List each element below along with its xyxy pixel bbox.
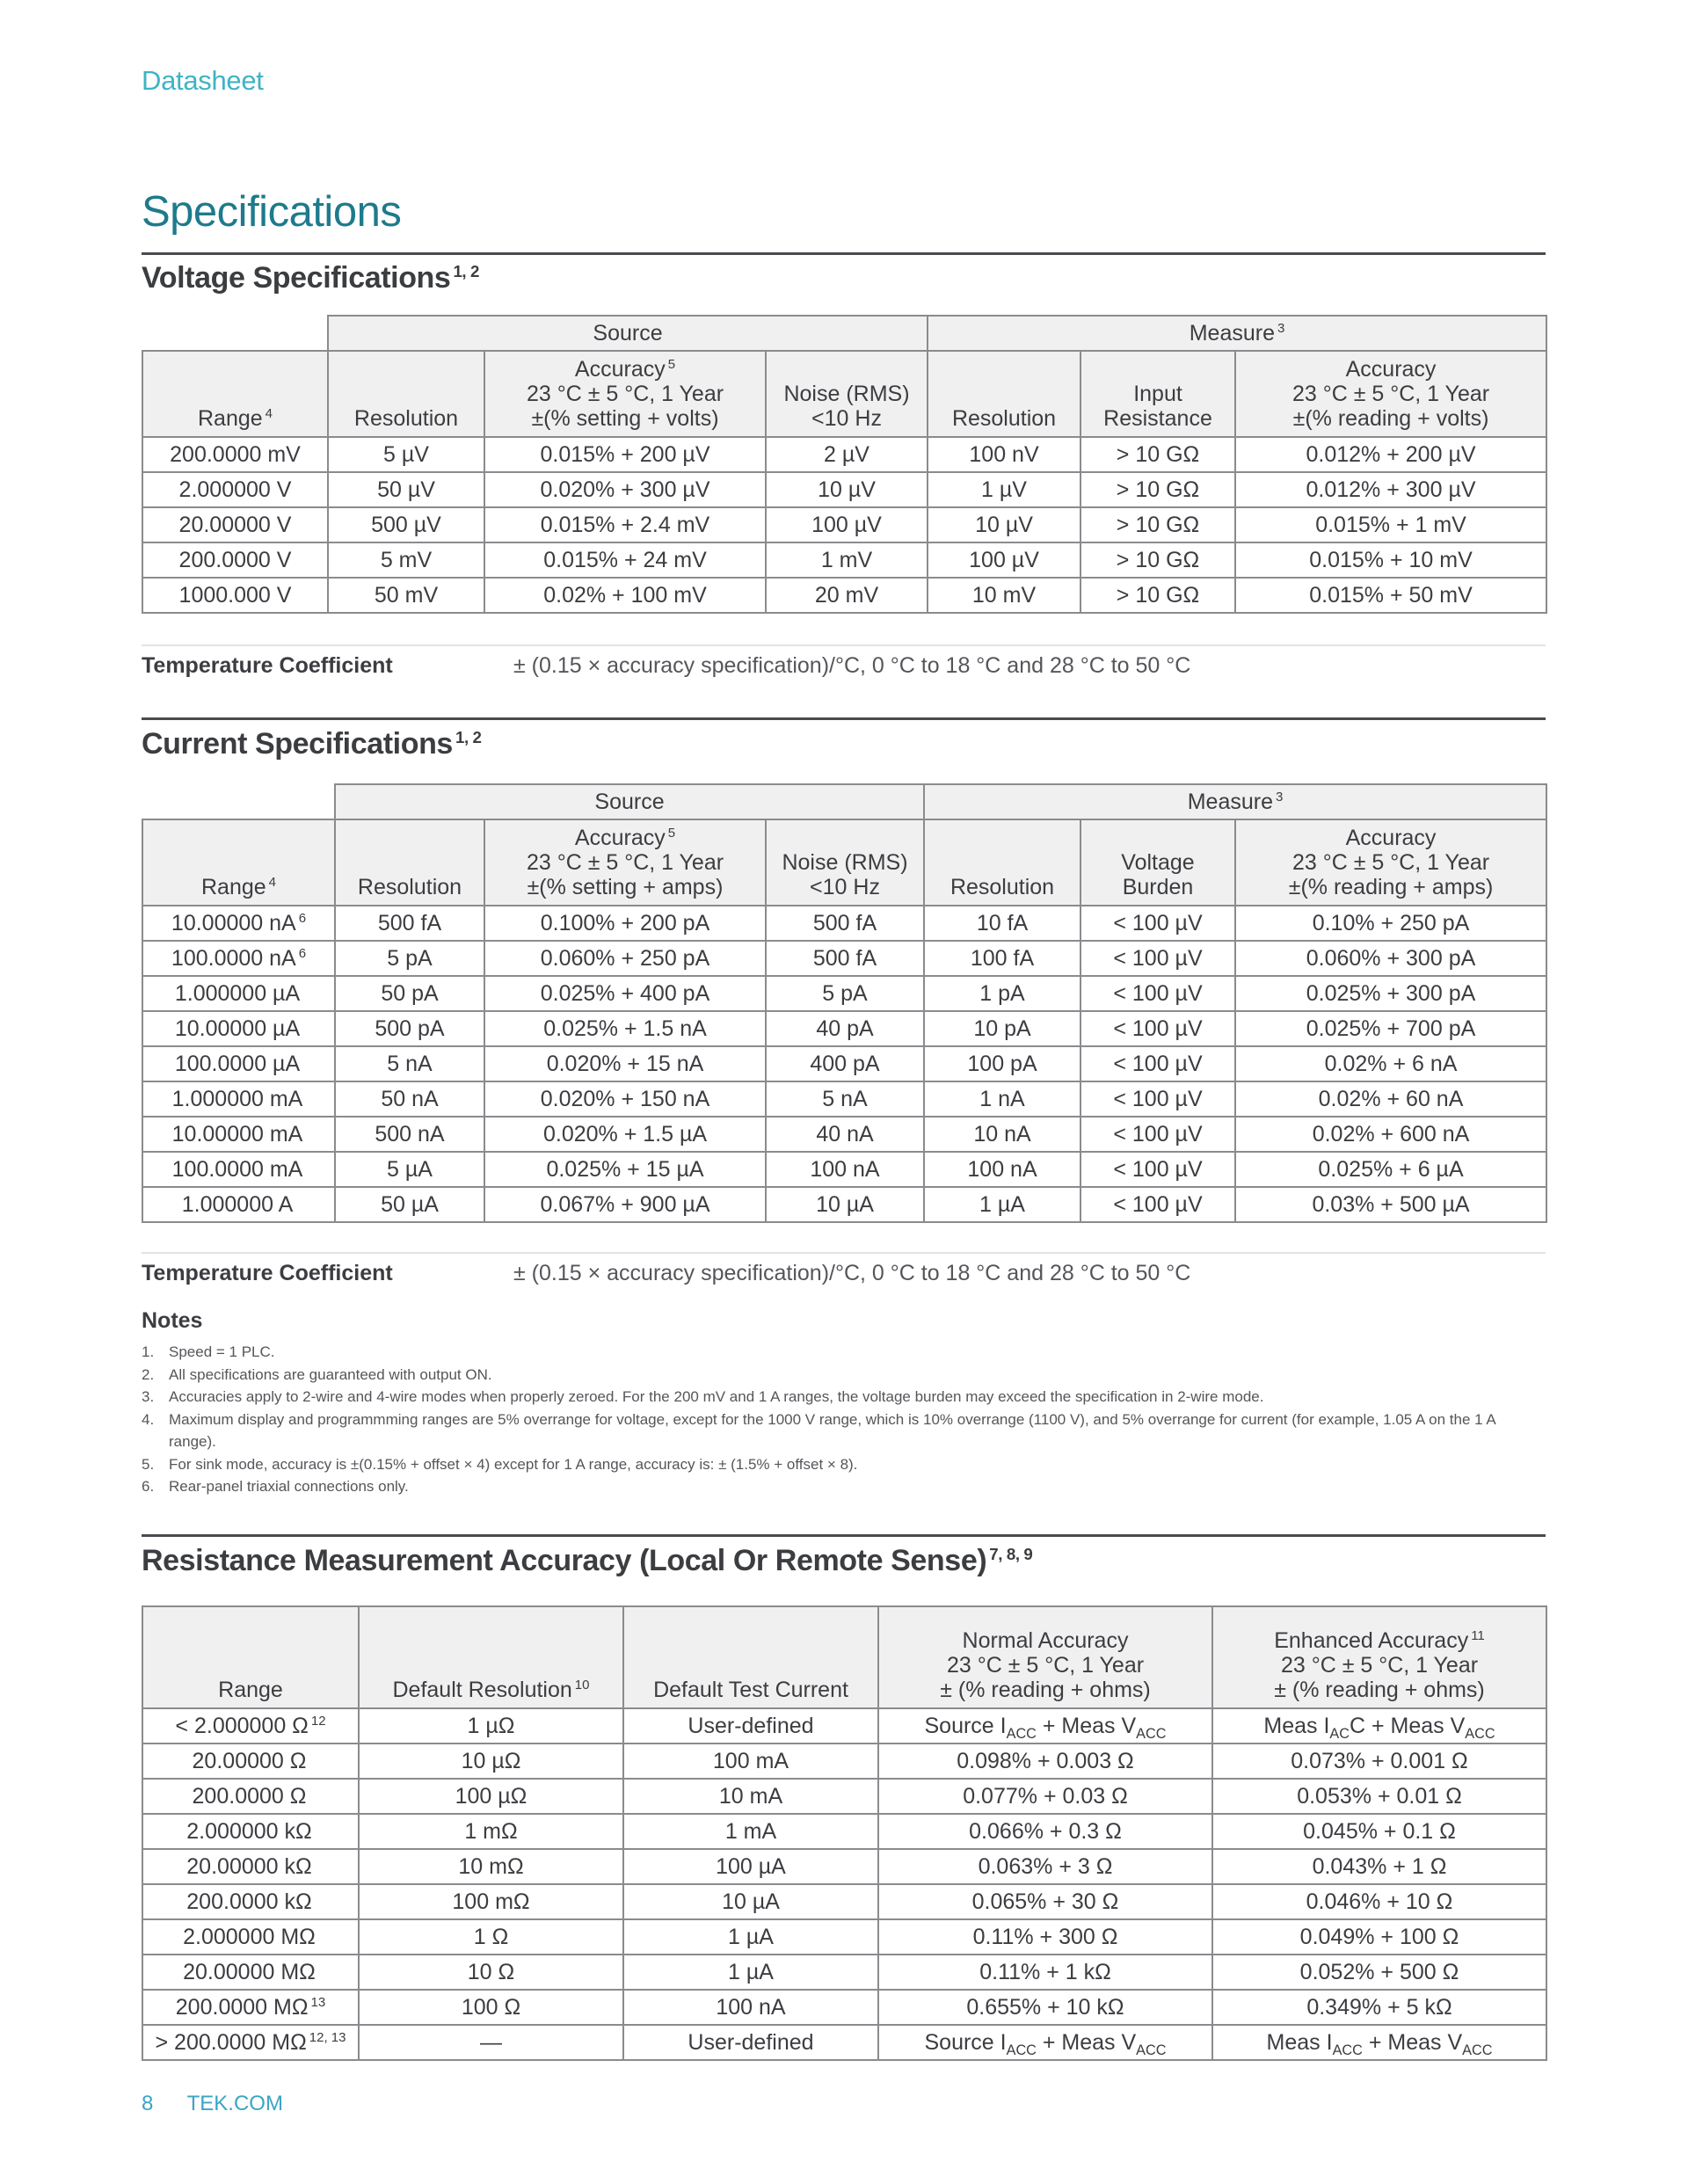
cell: < 100 µV xyxy=(1080,1187,1235,1222)
note-item: 3. Accuracies apply to 2-wire and 4-wire modes when properly zeroed. For the 200 mV and 1 A ranges, the voltage burden may exceed the specification in 2-wire mode. xyxy=(142,1388,1264,1405)
cell: 0.065% + 30 Ω xyxy=(878,1884,1212,1919)
cell: 0.02% + 6 nA xyxy=(1235,1046,1546,1081)
col-header-source-resolution: Resolution xyxy=(335,819,484,906)
cell-range: 200.0000 MΩ $^{13}$ xyxy=(142,1990,359,2025)
cell: 100 fA xyxy=(924,941,1080,976)
cell-range: 200.0000 V xyxy=(142,542,328,578)
cell: 40 pA xyxy=(766,1011,924,1046)
cell: 10 µA xyxy=(623,1884,878,1919)
note-item: 6. Rear-panel triaxial connections only. xyxy=(142,1478,409,1495)
table-row xyxy=(142,507,1546,542)
temp-coeff-value: ± (0.15 × accuracy specification)/°C, 0 °C to 18 °C and 28 °C to 50 °C xyxy=(513,653,1191,678)
col-header-measure-accuracy: Accuracy 23 °C ± 5 °C, 1 Year ±(% reading + amps) xyxy=(1235,819,1546,906)
notes-title: Notes xyxy=(142,1308,203,1333)
divider xyxy=(142,644,1546,646)
table-row xyxy=(142,542,1546,578)
table-row xyxy=(142,437,1546,472)
table-row xyxy=(142,2025,1546,2060)
table-row xyxy=(142,578,1546,613)
cell: 0.02% + 600 nA xyxy=(1235,1117,1546,1152)
table-row xyxy=(142,941,1546,976)
cell: < 100 µV xyxy=(1080,906,1235,941)
table-row xyxy=(142,1919,1546,1955)
table-row xyxy=(142,1990,1546,2025)
cell: 0.045% + 0.1 Ω xyxy=(1212,1814,1546,1849)
resistance-section-title: Resistance Measurement Accuracy (Local Or Remote Sense) $^{7, 8, 9}$ xyxy=(142,1544,1033,1577)
table-row xyxy=(142,1187,1546,1222)
cell: < 100 µV xyxy=(1080,1081,1235,1117)
cell: 100 mΩ xyxy=(359,1884,623,1919)
cell: 50 pA xyxy=(335,976,484,1011)
cell: 1 µA xyxy=(924,1187,1080,1222)
cell: 0.015% + 200 µV xyxy=(484,437,766,472)
table-row xyxy=(142,1046,1546,1081)
cell-range: 10.00000 nA $^6$ xyxy=(142,906,335,941)
cell: 0.11% + 1 kΩ xyxy=(878,1955,1212,1990)
cell: 0.060% + 250 pA xyxy=(484,941,766,976)
cell: Meas $I_{ACC}$ + Meas $V_{ACC}$ xyxy=(1212,2025,1546,2060)
cell: > 10 GΩ xyxy=(1080,507,1235,542)
cell: 0.02% + 100 mV xyxy=(484,578,766,613)
cell: > 10 GΩ xyxy=(1080,578,1235,613)
cell: < 100 µV xyxy=(1080,1011,1235,1046)
cell: 100 nA xyxy=(623,1990,878,2025)
col-header-noise: Noise (RMS) <10 Hz xyxy=(766,351,928,437)
cell-range: 1000.000 V xyxy=(142,578,328,613)
cell: 100 nA xyxy=(766,1152,924,1187)
cell: 0.025% + 1.5 nA xyxy=(484,1011,766,1046)
cell: 10 µA xyxy=(766,1187,924,1222)
cell: 0.02% + 60 nA xyxy=(1235,1081,1546,1117)
cell-range: 20.00000 MΩ xyxy=(142,1955,359,1990)
cell: 500 fA xyxy=(766,941,924,976)
resistance-spec-table xyxy=(142,1605,1547,2061)
cell-range: 10.00000 µA xyxy=(142,1011,335,1046)
col-header-range: Range $^4$ xyxy=(142,819,335,906)
cell: 5 mV xyxy=(328,542,484,578)
table-row xyxy=(142,1117,1546,1152)
group-header-source: Source xyxy=(335,784,924,819)
cell: 5 µV xyxy=(328,437,484,472)
table-row xyxy=(142,1744,1546,1779)
cell: 10 mV xyxy=(928,578,1080,613)
cell: 500 fA xyxy=(766,906,924,941)
cell-range: 20.00000 kΩ xyxy=(142,1849,359,1884)
cell: 5 nA xyxy=(335,1046,484,1081)
col-header-noise: Noise (RMS) <10 Hz xyxy=(766,819,924,906)
cell: 0.10% + 250 pA xyxy=(1235,906,1546,941)
cell: 5 µA xyxy=(335,1152,484,1187)
cell: 10 Ω xyxy=(359,1955,623,1990)
page-footer xyxy=(142,2092,283,2116)
col-header-input-resistance: Input Resistance xyxy=(1080,351,1235,437)
temp-coeff-value: ± (0.15 × accuracy specification)/°C, 0 °C to 18 °C and 28 °C to 50 °C xyxy=(513,1261,1191,1285)
note-item: 4. Maximum display and programmming ranges are 5% overrange for voltage, except for the 1000 V range, which is 10% overrange (1100 V), and 5% overrange for current (for example, 1.05 A on the 1 A range). xyxy=(142,1410,1495,1450)
col-header-source-accuracy: Accuracy $^5$ 23 °C ± 5 °C, 1 Year ±(% setting + volts) xyxy=(484,351,766,437)
cell: 0.063% + 3 Ω xyxy=(878,1849,1212,1884)
cell: 0.025% + 15 µA xyxy=(484,1152,766,1187)
cell: 100 µA xyxy=(623,1849,878,1884)
cell: 400 pA xyxy=(766,1046,924,1081)
cell-range: < 2.000000 Ω $^{12}$ xyxy=(142,1708,359,1744)
cell-range: 200.0000 mV xyxy=(142,437,328,472)
table-row xyxy=(142,1152,1546,1187)
table-row xyxy=(142,906,1546,941)
cell: — xyxy=(359,2025,623,2060)
voltage-section-title: Voltage Specifications $^{1, 2}$ xyxy=(142,261,480,295)
cell: 5 nA xyxy=(766,1081,924,1117)
cell: 0.067% + 900 µA xyxy=(484,1187,766,1222)
cell: 0.03% + 500 µA xyxy=(1235,1187,1546,1222)
col-header-source-accuracy: Accuracy $^5$ 23 °C ± 5 °C, 1 Year ±(% setting + amps) xyxy=(484,819,766,906)
cell: 5 pA xyxy=(335,941,484,976)
voltage-spec-table xyxy=(142,315,1547,614)
cell: 0.100% + 200 pA xyxy=(484,906,766,941)
cell: 0.043% + 1 Ω xyxy=(1212,1849,1546,1884)
group-header-measure: Measure $^3$ xyxy=(928,316,1546,351)
cell: User-defined xyxy=(623,2025,878,2060)
cell: 10 pA xyxy=(924,1011,1080,1046)
temp-coeff-label: Temperature Coefficient xyxy=(142,653,393,678)
cell: 100 µV xyxy=(928,542,1080,578)
page-number: 8 xyxy=(142,2092,154,2115)
cell: 0.012% + 200 µV xyxy=(1235,437,1546,472)
cell: 50 mV xyxy=(328,578,484,613)
cell: < 100 µV xyxy=(1080,1152,1235,1187)
cell: 0.098% + 0.003 Ω xyxy=(878,1744,1212,1779)
cell-range: 2.000000 MΩ xyxy=(142,1919,359,1955)
cell: Source $I_{ACC}$ + Meas $V_{ACC}$ xyxy=(878,1708,1212,1744)
cell: 500 pA xyxy=(335,1011,484,1046)
cell: > 10 GΩ xyxy=(1080,437,1235,472)
section-divider xyxy=(142,1534,1546,1537)
cell: 500 nA xyxy=(335,1117,484,1152)
table-row xyxy=(142,976,1546,1011)
cell: 0.049% + 100 Ω xyxy=(1212,1919,1546,1955)
cell: Source $I_{ACC}$ + Meas $V_{ACC}$ xyxy=(878,2025,1212,2060)
cell: 500 µV xyxy=(328,507,484,542)
footer-site-link[interactable]: TEK.COM xyxy=(186,2092,283,2115)
cell: 0.060% + 300 pA xyxy=(1235,941,1546,976)
cell: 0.655% + 10 kΩ xyxy=(878,1990,1212,2025)
cell: 0.066% + 0.3 Ω xyxy=(878,1814,1212,1849)
current-section-title: Current Specifications $^{1, 2}$ xyxy=(142,727,482,761)
cell: 10 µΩ xyxy=(359,1744,623,1779)
blank-corner xyxy=(142,784,335,819)
cell-range: 1.000000 mA xyxy=(142,1081,335,1117)
col-header-normal-accuracy: Normal Accuracy 23 °C ± 5 °C, 1 Year ± (% reading + ohms) xyxy=(878,1606,1212,1708)
col-header-default-test-current: Default Test Current xyxy=(623,1606,878,1708)
cell: 100 nA xyxy=(924,1152,1080,1187)
col-header-enhanced-accuracy: Enhanced Accuracy $^{11}$ 23 °C ± 5 °C, 1 Year ± (% reading + ohms) xyxy=(1212,1606,1546,1708)
cell-range: 2.000000 kΩ xyxy=(142,1814,359,1849)
cell: 0.349% + 5 kΩ xyxy=(1212,1990,1546,2025)
cell: 100 µV xyxy=(766,507,928,542)
cell: 500 fA xyxy=(335,906,484,941)
cell: < 100 µV xyxy=(1080,941,1235,976)
cell: < 100 µV xyxy=(1080,1117,1235,1152)
cell: 0.025% + 400 pA xyxy=(484,976,766,1011)
cell: 1 µΩ xyxy=(359,1708,623,1744)
col-header-voltage-burden: Voltage Burden xyxy=(1080,819,1235,906)
cell-range: 100.0000 nA $^6$ xyxy=(142,941,335,976)
col-header-measure-resolution: Resolution xyxy=(928,351,1080,437)
cell: 100 nV xyxy=(928,437,1080,472)
cell-range: 200.0000 Ω xyxy=(142,1779,359,1814)
cell: 0.020% + 300 µV xyxy=(484,472,766,507)
note-item: 2. All specifications are guaranteed with output ON. xyxy=(142,1365,492,1383)
cell: 0.025% + 700 pA xyxy=(1235,1011,1546,1046)
col-header-measure-accuracy: Accuracy 23 °C ± 5 °C, 1 Year ±(% reading + volts) xyxy=(1235,351,1546,437)
table-row xyxy=(142,1849,1546,1884)
cell-range: 1.000000 A xyxy=(142,1187,335,1222)
cell: 0.015% + 24 mV xyxy=(484,542,766,578)
cell: 0.015% + 50 mV xyxy=(1235,578,1546,613)
table-row xyxy=(142,1955,1546,1990)
cell: 1 pA xyxy=(924,976,1080,1011)
cell-range: 100.0000 µA xyxy=(142,1046,335,1081)
cell: 100 mA xyxy=(623,1744,878,1779)
cell: 0.052% + 500 Ω xyxy=(1212,1955,1546,1990)
cell: 0.020% + 150 nA xyxy=(484,1081,766,1117)
cell: 10 µV xyxy=(766,472,928,507)
cell: 10 µV xyxy=(928,507,1080,542)
cell: 1 nA xyxy=(924,1081,1080,1117)
cell: 0.015% + 1 mV xyxy=(1235,507,1546,542)
cell: 100 Ω xyxy=(359,1990,623,2025)
running-header: Datasheet xyxy=(142,65,264,96)
temp-coeff-label: Temperature Coefficient xyxy=(142,1261,393,1285)
col-header-measure-resolution: Resolution xyxy=(924,819,1080,906)
cell-range: 20.00000 V xyxy=(142,507,328,542)
cell: 1 mA xyxy=(623,1814,878,1849)
cell: 0.020% + 1.5 µA xyxy=(484,1117,766,1152)
cell: 10 nA xyxy=(924,1117,1080,1152)
section-divider xyxy=(142,252,1546,255)
blank-corner xyxy=(142,316,328,351)
cell: Meas $I_{AC}C$ + Meas $V_{ACC}$ xyxy=(1212,1708,1546,1744)
note-item: 1. Speed = 1 PLC. xyxy=(142,1343,275,1360)
cell-range: 10.00000 mA xyxy=(142,1117,335,1152)
cell-range: 200.0000 kΩ xyxy=(142,1884,359,1919)
cell-range: 2.000000 V xyxy=(142,472,328,507)
cell: 10 fA xyxy=(924,906,1080,941)
cell: 1 µV xyxy=(928,472,1080,507)
table-row xyxy=(142,1081,1546,1117)
col-header-range: Range $^4$ xyxy=(142,351,328,437)
cell: 10 mΩ xyxy=(359,1849,623,1884)
cell: 0.012% + 300 µV xyxy=(1235,472,1546,507)
group-header-measure: Measure $^3$ xyxy=(924,784,1546,819)
note-item: 5. For sink mode, accuracy is ±(0.15% + offset × 4) except for 1 A range, accuracy is: ± (1.5% + offset × 8). xyxy=(142,1455,858,1473)
cell: > 10 GΩ xyxy=(1080,472,1235,507)
page-title: Specifications xyxy=(142,188,402,236)
cell: 1 mV xyxy=(766,542,928,578)
notes-list xyxy=(142,1341,1546,1498)
table-row xyxy=(142,1814,1546,1849)
cell: 0.053% + 0.01 Ω xyxy=(1212,1779,1546,1814)
cell: 40 nA xyxy=(766,1117,924,1152)
current-spec-table xyxy=(142,783,1547,1223)
cell: 1 µA xyxy=(623,1955,878,1990)
group-header-source: Source xyxy=(328,316,928,351)
cell-range: 1.000000 µA xyxy=(142,976,335,1011)
col-header-range: Range xyxy=(142,1606,359,1708)
cell: 0.015% + 10 mV xyxy=(1235,542,1546,578)
cell: 0.020% + 15 nA xyxy=(484,1046,766,1081)
cell-range: 100.0000 mA xyxy=(142,1152,335,1187)
divider xyxy=(142,1252,1546,1254)
cell: 0.077% + 0.03 Ω xyxy=(878,1779,1212,1814)
cell: 10 mA xyxy=(623,1779,878,1814)
cell: 2 µV xyxy=(766,437,928,472)
cell: 100 pA xyxy=(924,1046,1080,1081)
cell-range: 20.00000 Ω xyxy=(142,1744,359,1779)
cell: User-defined xyxy=(623,1708,878,1744)
cell: > 10 GΩ xyxy=(1080,542,1235,578)
cell: 1 Ω xyxy=(359,1919,623,1955)
cell: < 100 µV xyxy=(1080,976,1235,1011)
col-header-default-resolution: Default Resolution $^{10}$ xyxy=(359,1606,623,1708)
cell-range: > 200.0000 MΩ $^{12, 13}$ xyxy=(142,2025,359,2060)
table-row xyxy=(142,1708,1546,1744)
table-row xyxy=(142,1011,1546,1046)
table-row xyxy=(142,472,1546,507)
cell: 50 µV xyxy=(328,472,484,507)
cell: 50 µA xyxy=(335,1187,484,1222)
cell: 0.025% + 300 pA xyxy=(1235,976,1546,1011)
table-row xyxy=(142,1779,1546,1814)
cell: < 100 µV xyxy=(1080,1046,1235,1081)
cell: 1 mΩ xyxy=(359,1814,623,1849)
table-row xyxy=(142,1884,1546,1919)
section-divider xyxy=(142,717,1546,720)
cell: 5 pA xyxy=(766,976,924,1011)
col-header-source-resolution: Resolution xyxy=(328,351,484,437)
cell: 0.046% + 10 Ω xyxy=(1212,1884,1546,1919)
cell: 20 mV xyxy=(766,578,928,613)
cell: 1 µA xyxy=(623,1919,878,1955)
cell: 100 µΩ xyxy=(359,1779,623,1814)
cell: 0.015% + 2.4 mV xyxy=(484,507,766,542)
cell: 50 nA xyxy=(335,1081,484,1117)
cell: 0.11% + 300 Ω xyxy=(878,1919,1212,1955)
cell: 0.025% + 6 µA xyxy=(1235,1152,1546,1187)
cell: 0.073% + 0.001 Ω xyxy=(1212,1744,1546,1779)
